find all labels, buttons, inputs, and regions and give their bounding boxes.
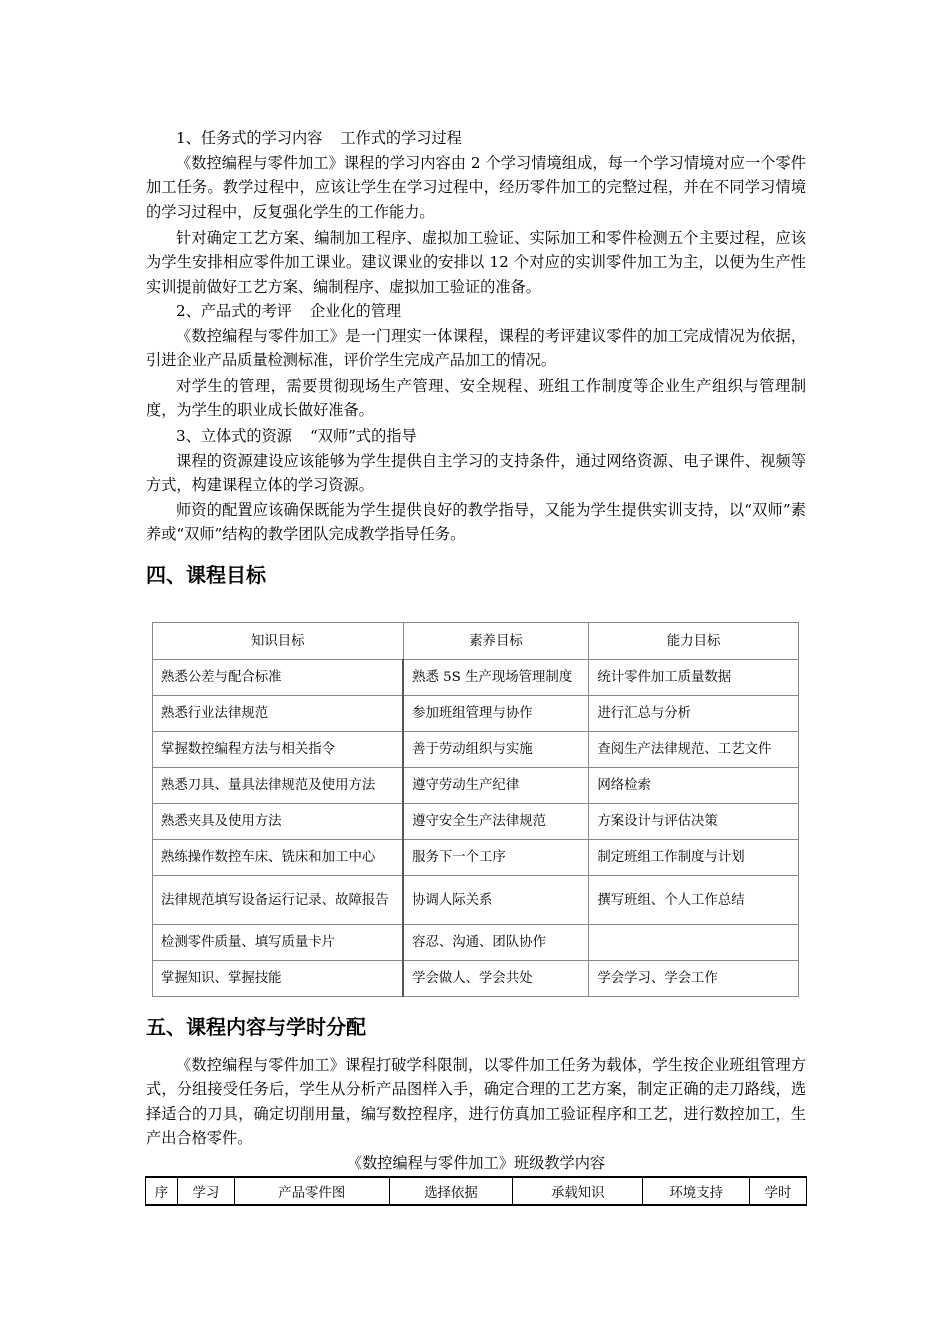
paragraph-teachers: 师资的配置应该确保既能为学生提供良好的教学指导，又能为学生提供实训支持，以“双师”素养或“双师”结构的教学团队完成教学指导任务。 bbox=[146, 501, 806, 544]
table-cell: 熟悉夹具及使用方法 bbox=[153, 804, 404, 840]
header-part-drawing: 产品零件图 bbox=[234, 1177, 389, 1205]
paragraph-assessment: 《数控编程与零件加工》是一门理实一体课程，课程的考评建议零件的加工完成情况为依据，引进企业产品质量检测标准，评价学生完成产品加工的情况。 bbox=[146, 327, 806, 370]
table-cell: 遵守安全生产法律规范 bbox=[403, 804, 589, 840]
header-quality: 素养目标 bbox=[403, 623, 589, 660]
header-index: 序 bbox=[146, 1177, 178, 1205]
table-cell: 撰写班组、个人工作总结 bbox=[589, 876, 799, 925]
paragraph-process-tasks: 针对确定工艺方案、编制加工程序、虚拟加工验证、实际加工和零件检测五个主要过程，应该为学生安排相应零件加工课业。建议课业的安排以 12 个对应的实训零件加工为主，以便为生产性实训提前做好工艺方案、编制程序、虚拟加工验证的准备。 bbox=[146, 229, 806, 296]
table-row bbox=[153, 961, 799, 997]
content-header-row bbox=[146, 1177, 807, 1205]
table-cell: 网络检索 bbox=[589, 768, 799, 804]
table-cell: 统计零件加工质量数据 bbox=[589, 660, 799, 696]
table-cell: 制定班组工作制度与计划 bbox=[589, 840, 799, 876]
table-cell: 服务下一个工序 bbox=[403, 840, 589, 876]
table-caption: 《数控编程与零件加工》班级教学内容 bbox=[346, 1154, 606, 1172]
section-5-heading: 五、课程内容与学时分配 bbox=[146, 1015, 366, 1039]
table-row bbox=[153, 696, 799, 732]
subsection-2-title: 2、产品式的考评 企业化的管理 bbox=[176, 302, 402, 320]
table-cell: 查阅生产法律规范、工艺文件 bbox=[589, 732, 799, 768]
table-cell: 熟悉公差与配合标准 bbox=[153, 660, 404, 696]
table-cell: 容忍、沟通、团队协作 bbox=[403, 925, 589, 961]
table-row bbox=[153, 925, 799, 961]
table-cell: 进行汇总与分析 bbox=[589, 696, 799, 732]
header-knowledge: 承载知识 bbox=[513, 1177, 643, 1205]
table-cell: 方案设计与评估决策 bbox=[589, 804, 799, 840]
table-cell: 学会学习、学会工作 bbox=[589, 961, 799, 997]
table-row bbox=[153, 840, 799, 876]
paragraph-resources: 课程的资源建设应该能够为学生提供自主学习的支持条件，通过网络资源、电子课件、视频等方式，构建课程立体的学习资源。 bbox=[146, 452, 806, 495]
subsection-3-title: 3、立体式的资源 “双师”式的指导 bbox=[176, 427, 417, 445]
header-study: 学习 bbox=[177, 1177, 234, 1205]
header-selection-basis: 选择依据 bbox=[389, 1177, 513, 1205]
goals-header-row bbox=[153, 623, 799, 660]
table-cell: 掌握知识、掌握技能 bbox=[153, 961, 404, 997]
table-row bbox=[153, 804, 799, 840]
header-hours: 学时 bbox=[750, 1177, 807, 1205]
table-cell: 协调人际关系 bbox=[403, 876, 589, 925]
header-ability: 能力目标 bbox=[589, 623, 799, 660]
table-cell: 熟悉刀具、量具法律规范及使用方法 bbox=[153, 768, 404, 804]
course-goals-table bbox=[152, 622, 799, 997]
table-cell bbox=[589, 925, 799, 961]
table-row bbox=[153, 768, 799, 804]
table-cell: 检测零件质量、填写质量卡片 bbox=[153, 925, 404, 961]
paragraph-course-content: 《数控编程与零件加工》课程打破学科限制，以零件加工任务为载体，学生按企业班组管理方式，分组接受任务后，学生从分析产品图样入手，确定合理的工艺方案，制定正确的走刀路线，选择适合的刀具，确定切削用量，编写数控程序，进行仿真加工验证程序和工艺，进行数控加工，生产出合格零件。 bbox=[146, 1056, 806, 1147]
table-cell: 熟悉 5S 生产现场管理制度 bbox=[403, 660, 589, 696]
table-row bbox=[153, 660, 799, 696]
table-cell: 熟悉行业法律规范 bbox=[153, 696, 404, 732]
paragraph-learning-content: 《数控编程与零件加工》课程的学习内容由 2 个学习情境组成，每一个学习情境对应一个零件加工任务。教学过程中，应该让学生在学习过程中，经历零件加工的完整过程，并在不同学习情境的学习过程中，反复强化学生的工作能力。 bbox=[146, 154, 806, 221]
section-4-heading: 四、课程目标 bbox=[146, 563, 266, 587]
table-row bbox=[153, 876, 799, 925]
table-cell: 参加班组管理与协作 bbox=[403, 696, 589, 732]
table-cell: 掌握数控编程方法与相关指令 bbox=[153, 732, 404, 768]
table-cell: 善于劳动组织与实施 bbox=[403, 732, 589, 768]
table-cell: 熟练操作数控车床、铣床和加工中心 bbox=[153, 840, 404, 876]
class-content-table bbox=[145, 1176, 807, 1206]
header-environment: 环境支持 bbox=[643, 1177, 750, 1205]
table-cell: 法律规范填写设备运行记录、故障报告 bbox=[153, 876, 404, 925]
table-cell: 遵守劳动生产纪律 bbox=[403, 768, 589, 804]
header-knowledge: 知识目标 bbox=[153, 623, 404, 660]
paragraph-management: 对学生的管理，需要贯彻现场生产管理、安全规程、班组工作制度等企业生产组织与管理制度，为学生的职业成长做好准备。 bbox=[146, 377, 806, 420]
subsection-1-title: 1、任务式的学习内容 工作式的学习过程 bbox=[176, 129, 462, 147]
table-cell: 学会做人、学会共处 bbox=[403, 961, 589, 997]
table-row bbox=[153, 732, 799, 768]
